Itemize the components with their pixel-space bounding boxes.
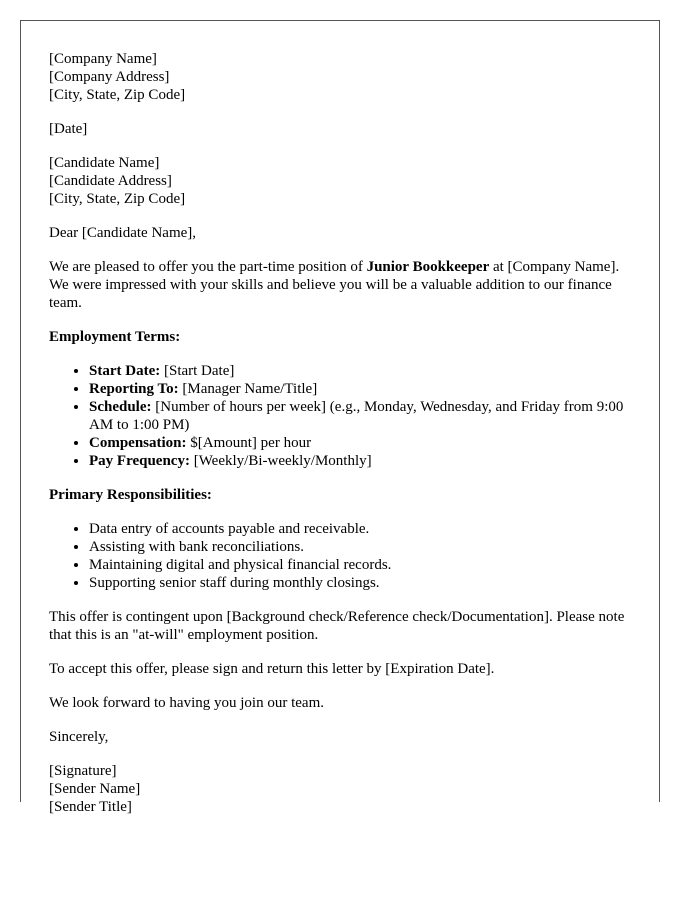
list-item: • Supporting senior staff during monthly closings.: [89, 574, 637, 592]
term-value: [Number of hours per week] (e.g., Monday, Wednesday, and Friday from 9:00 AM to 1:00 PM): [89, 399, 624, 433]
term-label: Pay Frequency:: [89, 453, 190, 469]
term-label: Schedule:: [89, 399, 152, 415]
salutation: Dear [Candidate Name],: [49, 225, 197, 241]
date-text: [Date]: [49, 121, 88, 137]
term-value: [Weekly/Bi-weekly/Monthly]: [189, 453, 372, 469]
sender-title: [Sender Title]: [49, 799, 132, 815]
responsibilities-heading: Primary Responsibilities:: [49, 487, 212, 503]
recipient-address: [49, 154, 637, 208]
list-item: • Maintaining digital and physical financial records.: [89, 556, 637, 574]
company-name: [Company Name]: [49, 51, 157, 67]
term-label: Reporting To:: [89, 381, 179, 397]
employment-terms-heading: Employment Terms:: [49, 329, 181, 345]
list-item: • Assisting with bank reconciliations.: [89, 538, 637, 556]
contingency-paragraph: This offer is contingent upon [Background check/Reference check/Documentation]. Please note that this is an "at-will" employment position.: [49, 609, 625, 643]
term-value: [Manager Name/Title]: [178, 381, 318, 397]
responsibilities-list: [49, 520, 637, 592]
intro-text-after: at [Company Name]. We were impressed with your skills and believe you will be a valuable addition to our finance team.: [49, 259, 620, 311]
position-title: Junior Bookkeeper: [366, 259, 490, 275]
intro-text-before: We are pleased to offer you the part-time position of: [49, 259, 367, 275]
term-value: [Start Date]: [160, 363, 235, 379]
term-label: Start Date:: [89, 363, 161, 379]
signature-line: [Signature]: [49, 763, 117, 779]
term-label: Compensation:: [89, 435, 187, 451]
candidate-city-state-zip: [City, State, Zip Code]: [49, 191, 186, 207]
letter-body: [49, 50, 637, 832]
company-city-state-zip: [City, State, Zip Code]: [49, 87, 186, 103]
candidate-name: [Candidate Name]: [49, 155, 160, 171]
term-compensation: [89, 434, 637, 452]
valediction: Sincerely,: [49, 729, 109, 745]
term-value: $[Amount] per hour: [186, 435, 312, 451]
closing-note: We look forward to having you join our team.: [49, 695, 324, 711]
sender-name: [Sender Name]: [49, 781, 141, 797]
letter-date: [49, 120, 637, 138]
offer-letter: [20, 20, 660, 815]
term-start-date: [89, 362, 637, 380]
employment-terms-list: [49, 362, 637, 470]
signature-block: [49, 762, 637, 816]
candidate-address: [Candidate Address]: [49, 173, 172, 189]
term-pay-frequency: [89, 452, 637, 470]
term-schedule: [89, 398, 637, 434]
sender-address: [49, 50, 637, 104]
acceptance-paragraph: To accept this offer, please sign and return this letter by [Expiration Date].: [49, 661, 495, 677]
intro-paragraph: [49, 258, 637, 312]
company-address: [Company Address]: [49, 69, 170, 85]
term-reporting-to: [89, 380, 637, 398]
list-item: • Data entry of accounts payable and receivable.: [89, 520, 637, 538]
